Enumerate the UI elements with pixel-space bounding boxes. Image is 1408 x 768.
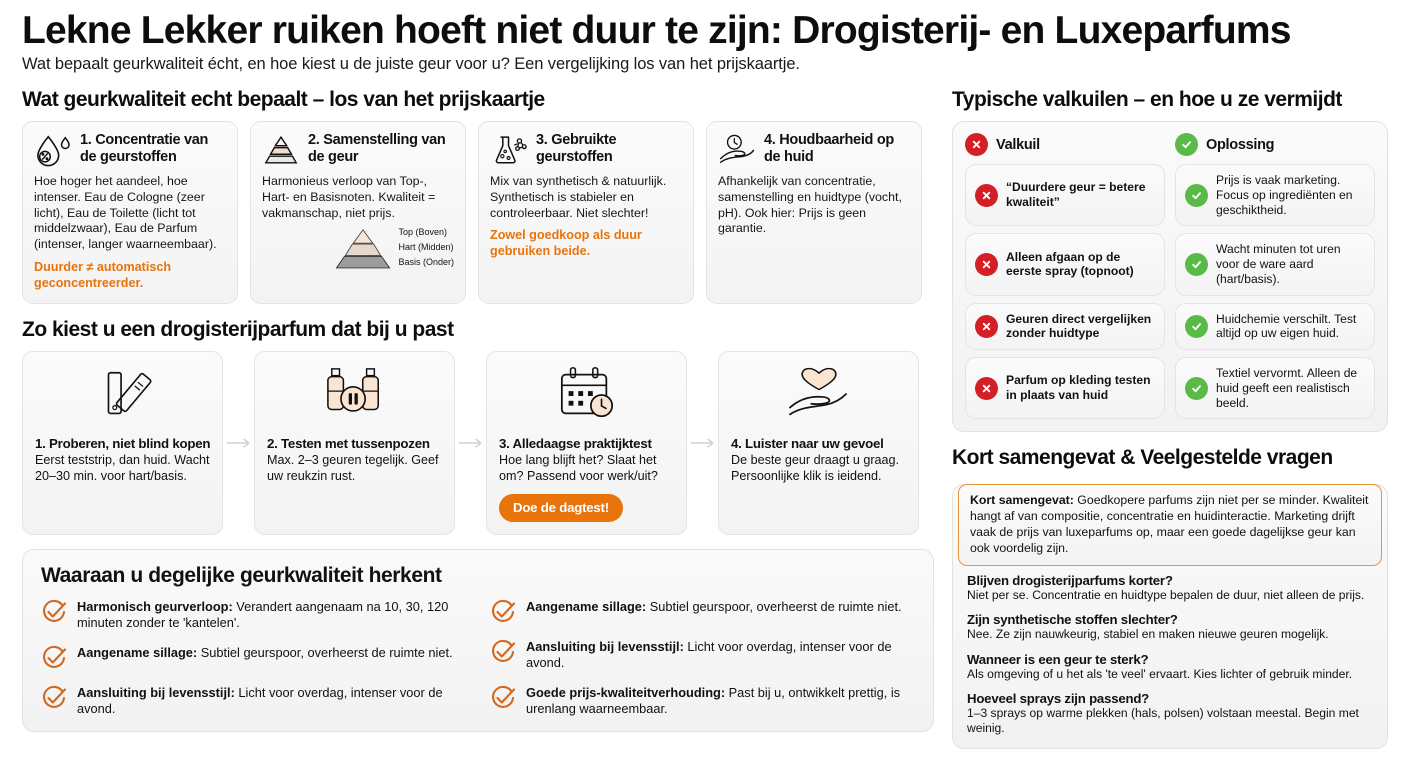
steps-row (22, 351, 934, 535)
factors-heading: Wat geurkwaliteit echt bepaalt – los van het prijskaartje (22, 88, 545, 112)
list-item-body: Verandert aangenaam na 10, 30, 120 minuten zonder te 'kantelen'. (77, 599, 449, 631)
faq-item (967, 573, 1373, 603)
arrow-right-icon-3 (687, 351, 718, 535)
test-strip-icon (35, 364, 211, 426)
list-item-label: Aansluiting bij levensstijl: (526, 639, 684, 654)
page-subtitle: Wat bepaalt geurkwaliteit écht, en hoe kiest u de juiste geur voor u? Een vergelijking los van het prijskaartje. (22, 55, 800, 74)
step-card-praktijktest (486, 351, 687, 535)
faq-answer: Niet per se. Concentratie en huidtype bepalen de duur, niet alleen de prijs. (967, 588, 1365, 603)
page-header (22, 10, 1386, 74)
pyramid-icon (262, 133, 300, 167)
faq-item (967, 691, 1373, 736)
pyramid-legend-base: Basis (Onder) (398, 256, 454, 267)
solution-cell (1175, 233, 1375, 295)
list-item-label: Aansluiting bij levensstijl: (77, 685, 235, 701)
list-item (490, 599, 917, 625)
list-item (41, 599, 468, 631)
step-text: De beste geur draagt u graag. Persoonlijke klik is ieidend. (731, 453, 900, 484)
step-card-gevoel (718, 351, 919, 535)
table-row (965, 233, 1375, 295)
check-circle-icon (41, 645, 67, 671)
faq-question: Zijn synthetische stoffen slechter? (967, 612, 1178, 628)
check-badge-icon (1185, 253, 1208, 276)
cross-circle-icon (975, 253, 998, 276)
factors-row (22, 121, 934, 304)
list-item-label: Aangename sillage: (77, 645, 198, 661)
faq-item (967, 612, 1373, 642)
list-item (490, 685, 917, 717)
quality-heading: Waaraan u degelijke geurkwaliteit herkent (41, 564, 442, 587)
cross-circle-icon (975, 377, 998, 400)
factor-accent: Duurder ≠ automatisch geconcentreerder. (34, 259, 172, 290)
list-item-label: Harmonisch geurverloop: (77, 599, 233, 614)
factor-title: 4. Houdbaarheid op de huid (764, 132, 894, 165)
quality-column-left (41, 599, 468, 717)
table-row (965, 357, 1375, 419)
flask-molecule-icon (490, 133, 528, 167)
solution-cell (1175, 164, 1375, 226)
list-item (41, 685, 468, 717)
step-title: 1. Proberen, niet blind kopen (35, 436, 211, 452)
droplet-percent-icon (34, 133, 72, 167)
faq-answer: 1–3 sprays op warme plekken (hals, polsen) volstaan meestal. Begin met weinig. (967, 705, 1359, 735)
solution-cell (1175, 357, 1375, 419)
solution-text: Textiel vervormt. Alleen de huid geeft een realistisch beeld. (1216, 366, 1358, 410)
factor-body: Harmonieus verloop van Top-, Hart- en Basisnoten. Kwaliteit = vakmanschap, niet prijs. (262, 174, 436, 220)
pyramid-legend-heart: Hart (Midden) (398, 241, 454, 252)
pitfall-text: Alleen afgaan op de eerste spray (topnoot) (1006, 249, 1134, 279)
list-item-body: Subtiel geurspoor, overheerst de ruimte niet. (646, 599, 902, 614)
step-text: Hoe lang blijft het? Slaat het om? Passend voor werk/uit? (499, 453, 658, 484)
pitfall-cell (965, 357, 1165, 419)
faq-question: Wanneer is een geur te sterk? (967, 651, 1149, 667)
faq-heading: Kort samengevat & Veelgestelde vragen (952, 446, 1333, 470)
arrow-right-icon-1 (223, 351, 254, 535)
pitfalls-col-good-header (1175, 133, 1375, 156)
dagtest-button[interactable]: Doe de dagtest! (499, 494, 623, 522)
table-row (965, 303, 1375, 351)
pitfalls-col-bad-header (965, 133, 1165, 156)
summary-text: Goedkopere parfums zijn niet per se minder. Kwaliteit hangt af van compositie, concentratie en huidinteractie. Marketing drijft vaak de prijs van luxeparfums op, maar een goede dagelijkse geur kan ook voordelig zijn. (970, 493, 1369, 555)
pitfall-text: “Duurdere geur = betere kwaliteit” (1006, 180, 1146, 210)
calendar-clock-icon (499, 364, 675, 426)
faq-question: Hoeveel sprays zijn passend? (967, 690, 1150, 706)
list-item-body: Subtiel geurspoor, overheerst de ruimte niet. (197, 645, 453, 661)
left-column (22, 88, 934, 749)
faq-answer: Nee. Ze zijn nauwkeurig, stabiel en maken nieuwe geuren mogelijk. (967, 627, 1329, 642)
list-item-text (526, 685, 917, 717)
factor-card-geurstoffen (478, 121, 694, 304)
list-item-body: Licht voor overdag, intenser voor de avond. (526, 639, 892, 671)
arrow-right-icon-2 (455, 351, 486, 535)
list-item-text (526, 599, 902, 625)
cross-circle-icon (975, 315, 998, 338)
clock-hand-icon (718, 133, 756, 167)
pyramid-legend-top: Top (Boven) (398, 227, 447, 238)
page-title: Lekne Lekker ruiken hoeft niet duur te zijn: Drogisterij- en Luxeparfums (22, 9, 1291, 52)
check-badge-icon (1175, 133, 1198, 156)
table-row (965, 164, 1375, 226)
pyramid-legend (262, 225, 454, 269)
check-circle-icon (41, 685, 67, 711)
solution-text: Prijs is vaak marketing. Focus op ingrediënten en geschiktheid. (1216, 173, 1353, 217)
step-title: 3. Alledaagse praktijktest (499, 436, 652, 452)
cross-circle-icon (975, 184, 998, 207)
solution-cell (1175, 303, 1375, 351)
pitfalls-col-bad-label: Valkuil (996, 136, 1040, 153)
check-badge-icon (1185, 184, 1208, 207)
check-circle-icon (41, 599, 67, 625)
list-item-text (526, 639, 917, 671)
list-item (490, 639, 917, 671)
list-item-label: Goede prijs-kwaliteitverhouding: (526, 685, 726, 701)
factor-accent: Zowel goedkoop als duur gebruiken beide. (490, 228, 642, 259)
factor-title: 3. Gebruikte geurstoffen (536, 132, 617, 165)
summary-label: Kort samengevat: (970, 493, 1074, 508)
factor-title: 1. Concentratie van de geurstoffen (80, 132, 209, 165)
check-circle-icon (490, 599, 516, 625)
pitfalls-heading: Typische valkuilen – en hoe u ze vermijdt (952, 88, 1342, 112)
check-circle-icon (490, 639, 516, 665)
factor-body: Mix van synthetisch & natuurlijk. Synthetisch is stabieler en controleerbaar. Niet slechter! (490, 174, 667, 220)
pitfall-cell (965, 164, 1165, 226)
summary-box (958, 484, 1382, 566)
steps-heading: Zo kiest u een drogisterijparfum dat bij u past (22, 318, 454, 342)
pitfall-cell (965, 233, 1165, 295)
factor-card-houdbaarheid (706, 121, 922, 304)
quality-column-right (490, 599, 917, 717)
list-item-body: Licht voor overdag, intenser voor de avond. (77, 685, 443, 717)
step-text: Eerst teststrip, dan huid. Wacht 20–30 min. voor hart/basis. (35, 453, 210, 484)
pitfalls-col-good-label: Oplossing (1206, 136, 1275, 153)
check-circle-icon (490, 685, 516, 711)
cross-circle-icon (965, 133, 988, 156)
list-item-text (77, 599, 468, 631)
pitfalls-panel (952, 121, 1388, 432)
pyramid-legend-graphic (332, 228, 394, 269)
right-column (952, 88, 1388, 749)
factor-card-samenstelling (250, 121, 466, 304)
pitfall-text: Parfum op kleding testen in plaats van huid (1006, 373, 1151, 403)
two-bottles-pause-icon (267, 364, 443, 426)
faq-wrapper (952, 484, 1388, 749)
list-item-text (77, 685, 468, 717)
pitfall-text: Geuren direct vergelijken zonder huidtype (1006, 311, 1152, 341)
step-title: 4. Luister naar uw gevoel (731, 436, 884, 452)
pitfalls-header-row (965, 133, 1375, 156)
list-item-body: Past bij u, ontwikkelt prettig, is urenlang waarneembaar. (526, 685, 901, 717)
faq-answer: Als omgeving of u het als 'te veel' ervaart. Kies lichter of gebruik minder. (967, 666, 1353, 681)
content-columns (22, 88, 1386, 749)
list-item (41, 645, 468, 671)
list-item-label: Aangename sillage: (526, 599, 647, 614)
step-card-tussenpozen (254, 351, 455, 535)
heart-hand-icon (731, 364, 907, 426)
step-text: Max. 2–3 geuren tegelijk. Geef uw reukzin rust. (267, 453, 439, 484)
solution-text: Wacht minuten tot uren voor de ware aard (hart/basis). (1216, 242, 1341, 286)
factor-card-concentratie (22, 121, 238, 304)
solution-text: Huidchemie verschilt. Test altijd op uw eigen huid. (1216, 311, 1357, 341)
check-badge-icon (1185, 315, 1208, 338)
step-card-proberen (22, 351, 223, 535)
step-title: 2. Testen met tussenpozen (267, 436, 430, 452)
quality-panel (22, 549, 934, 732)
check-badge-icon (1185, 377, 1208, 400)
list-item-text (77, 645, 453, 671)
faq-question: Blijven drogisterijparfums korter? (967, 573, 1173, 589)
factor-title: 2. Samenstelling van de geur (308, 132, 446, 165)
pitfall-cell (965, 303, 1165, 351)
faq-item (967, 652, 1373, 682)
factor-body: Hoe hoger het aandeel, hoe intenser. Eau de Cologne (zeer licht), Eau de Toilette (licht tot middelzwaar), Eau de Parfum (intenser, langer waarneembaar). (34, 174, 217, 252)
factor-body: Afhankelijk van concentratie, samenstelling en huidtype (vocht, pH). Ook hier: Prijs is geen garantie. (718, 174, 902, 236)
